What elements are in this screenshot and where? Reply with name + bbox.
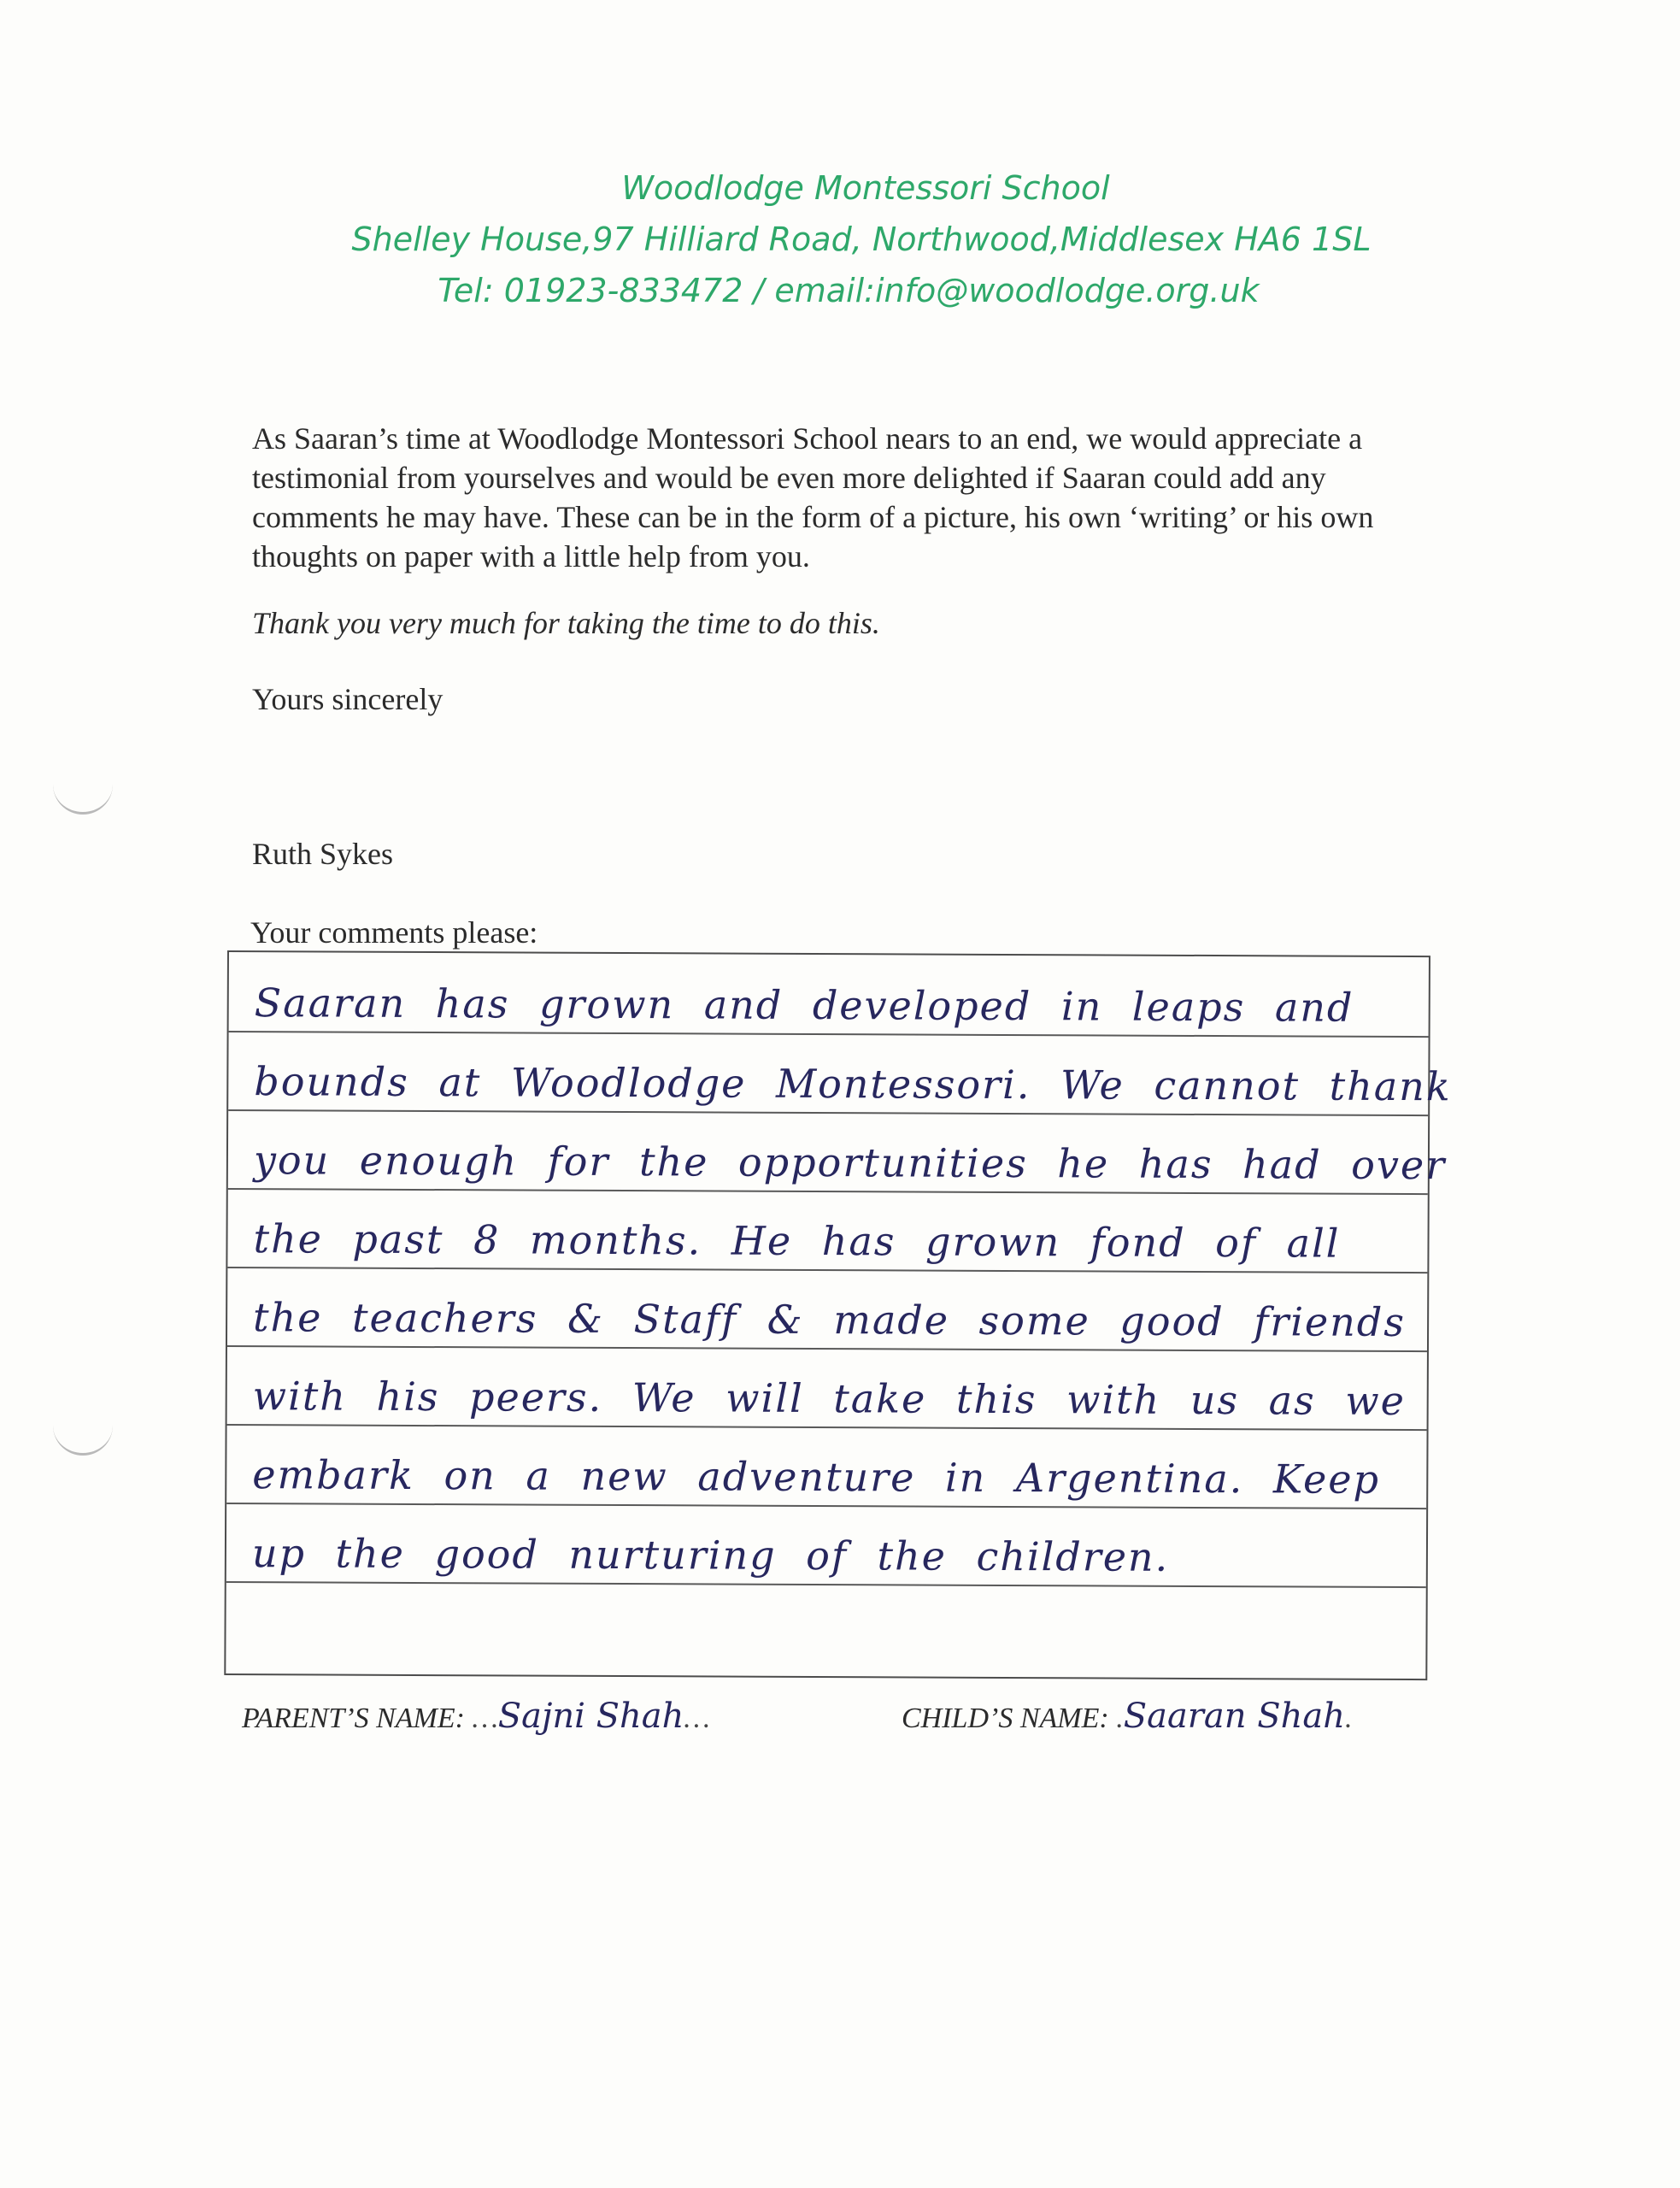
child-name-field[interactable]: CHILD’S NAME: .Saaran Shah. (902, 1697, 1353, 1736)
letter-body (252, 419, 1448, 576)
punch-hole-mark (53, 1419, 113, 1456)
comments-box[interactable] (224, 950, 1452, 1680)
ruled-line (229, 1031, 1429, 1038)
parent-name-label: PARENT’S NAME: (242, 1703, 465, 1734)
comment-line: Saaran has grown and developed in leaps and (254, 979, 1354, 1031)
child-name-value: Saaran Shah (1123, 1697, 1346, 1736)
comments-label: Your comments please: (250, 915, 538, 950)
punch-hole-mark (53, 778, 113, 815)
school-address: Shelley House,97 Hilliard Road, Northwood,Middlesex HA6 1SL (351, 221, 1372, 258)
comment-line: embark on a new adventure in Argentina. Keep (252, 1451, 1381, 1503)
letter-closing: Yours sincerely (252, 682, 443, 716)
ruled-line (227, 1345, 1427, 1352)
letter-signer: Ruth Sykes (252, 837, 394, 871)
comment-line: bounds at Woodlodge Montessori. We cannot thank (254, 1058, 1452, 1110)
comment-line: up the good nurturing of the children. (251, 1530, 1170, 1580)
school-name: Woodlodge Montessori School (621, 169, 1110, 207)
ruled-line (228, 1109, 1428, 1116)
ruled-line (227, 1267, 1427, 1273)
parent-name-value: Sajni Shah (497, 1697, 684, 1736)
school-contact: Tel: 01923-833472 / email:info@woodlodge.org.uk (438, 272, 1260, 309)
comment-line: the past 8 months. He has grown fond of all (253, 1215, 1341, 1267)
letter-paragraph: As Saaran’s time at Woodlodge Montessori School nears to an end, we would appreciate a testimonial from yourselves and would be even more delighted if Saaran could add any comments he may have. These can be in the form of a picture, his own ‘writing’ or his own thoughts on paper with a little help from you. (252, 421, 1374, 573)
ruled-line (226, 1581, 1426, 1588)
ruled-line (226, 1503, 1426, 1509)
ruled-line (227, 1424, 1427, 1431)
comment-line: you enough for the opportunities he has had over (253, 1137, 1447, 1189)
school-letterhead (0, 162, 1680, 316)
comment-line: the teachers & Staff & made some good friends (253, 1294, 1407, 1346)
letter-thanks: Thank you very much for taking the time to do this. (252, 606, 880, 640)
child-name-label: CHILD’S NAME: (902, 1703, 1109, 1734)
ruled-line (228, 1188, 1428, 1195)
comment-line: with his peers. We will take this with us as we (252, 1373, 1407, 1425)
parent-name-field[interactable]: PARENT’S NAME: …Sajni Shah… (242, 1697, 710, 1736)
